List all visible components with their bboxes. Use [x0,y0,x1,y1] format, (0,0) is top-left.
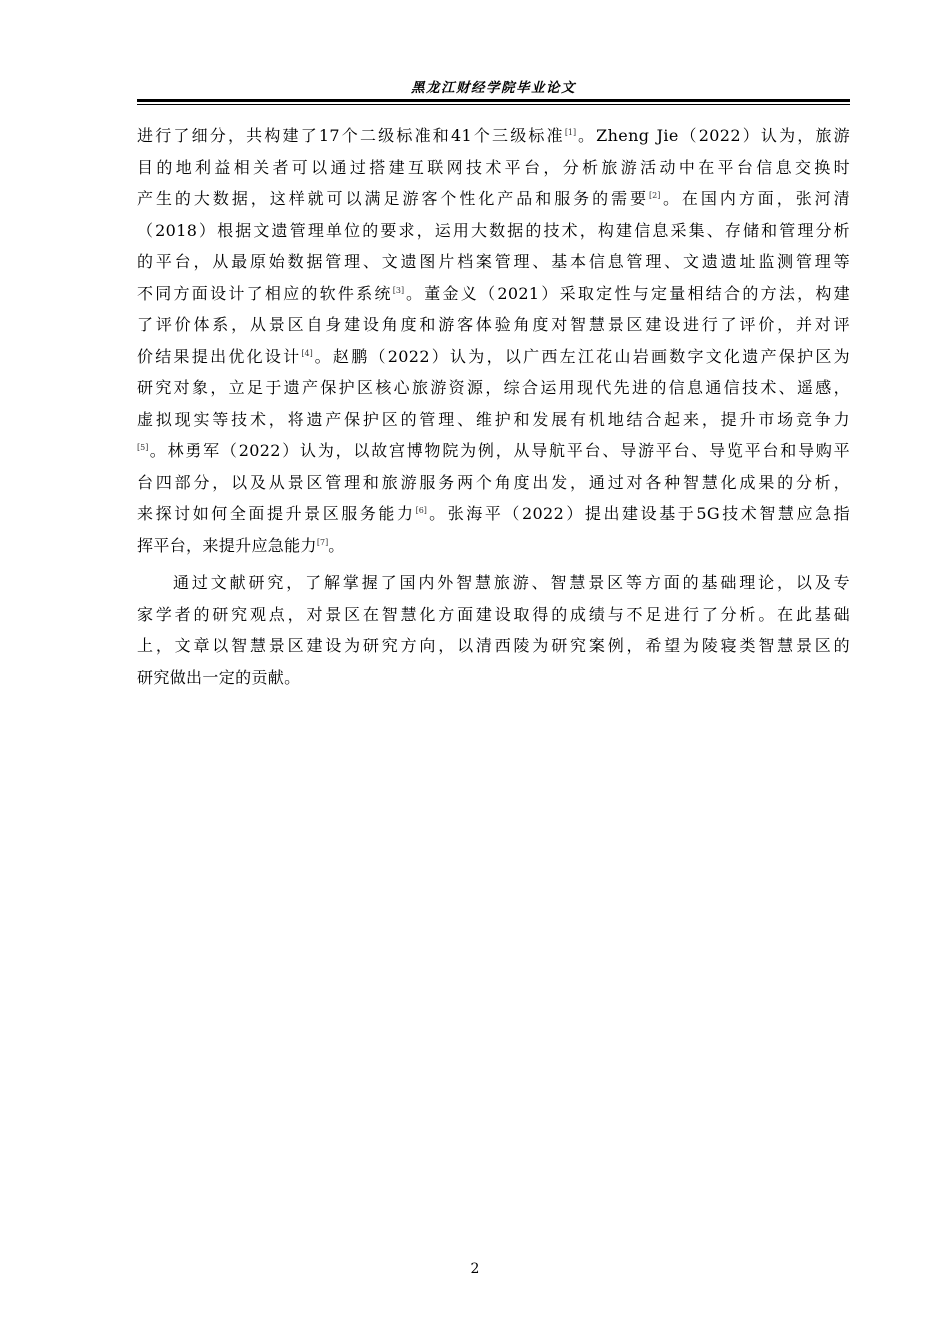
paragraph-summary [137,567,850,693]
text-line: 不同方面设计了相应的软件系统[3]。董金义（2021）采取定性与定量相结合的方法，构建 [137,283,850,303]
citation-6[interactable]: [6] [415,506,427,515]
text-line: 通过文献研究，了解掌握了国内外智慧旅游、智慧景区等方面的基础理论，以及专 [173,573,850,592]
text-line: 研究对象，立足于遗产保护区核心旅游资源，综合运用现代先进的信息通信技术、遥感， [137,378,850,397]
text-line: 上，文章以智慧景区建设为研究方向，以清西陵为研究案例，希望为陵寝类智慧景区的 [137,636,850,655]
text-line: 价结果提出优化设计[4]。赵鹏（2022）认为，以广西左江花山岩画数字文化遗产保护区为 [137,346,850,366]
text-line: 来探讨如何全面提升景区服务能力[6]。张海平（2022）提出建设基于5G技术智慧应急指 [137,504,850,523]
paragraph-literature-review [137,120,850,561]
text-line: 产生的大数据，这样就可以满足游客个性化产品和服务的需要[2]。在国内方面，张河清 [137,189,850,208]
text-line: 的平台，从最原始数据管理、文遗图片档案管理、基本信息管理、文遗遗址监测管理等 [137,252,850,271]
citation-2[interactable]: [2] [649,191,661,200]
text-line: [5]。林勇军（2022）认为，以故宫博物院为例，从导航平台、导游平台、导览平台和导购平 [137,441,850,460]
page-number: 2 [470,1261,480,1277]
text-line: （2018）根据文遗管理单位的要求，运用大数据的技术，构建信息采集、存储和管理分析 [137,220,850,240]
citation-7[interactable]: [7] [316,537,329,547]
citation-4[interactable]: [4] [301,348,313,358]
text-line: 挥平台，来提升应急能力[7]。 [137,535,345,555]
text-line: 目的地利益相关者可以通过搭建互联网技术平台，分析旅游活动中在平台信息交换时 [137,157,850,177]
text-line: 进行了细分，共构建了17个二级标准和41个三级标准[1]。Zheng Jie（2022）认为，旅游 [137,126,850,145]
body-text [137,120,850,693]
header-rule-thick [137,99,850,102]
header-rule-thin [137,104,850,105]
running-header-title: 黑龙江财经学院毕业论文 [411,80,576,96]
citation-1[interactable]: [1] [564,128,577,137]
citation-3[interactable]: [3] [392,285,405,295]
text-line: 台四部分，以及从景区管理和旅游服务两个角度出发，通过对各种智慧化成果的分析， [137,472,850,492]
text-line: 研究做出一定的贡献。 [137,667,301,687]
text-line: 家学者的研究观点，对景区在智慧化方面建设取得的成绩与不足进行了分析。在此基础 [137,604,850,624]
text-line: 了评价体系，从景区自身建设角度和游客体验角度对智慧景区建设进行了评价，并对评 [137,315,850,334]
citation-5[interactable]: [5] [137,443,149,452]
text-line: 虚拟现实等技术，将遗产保护区的管理、维护和发展有机地结合起来，提升市场竞争力 [137,409,850,429]
